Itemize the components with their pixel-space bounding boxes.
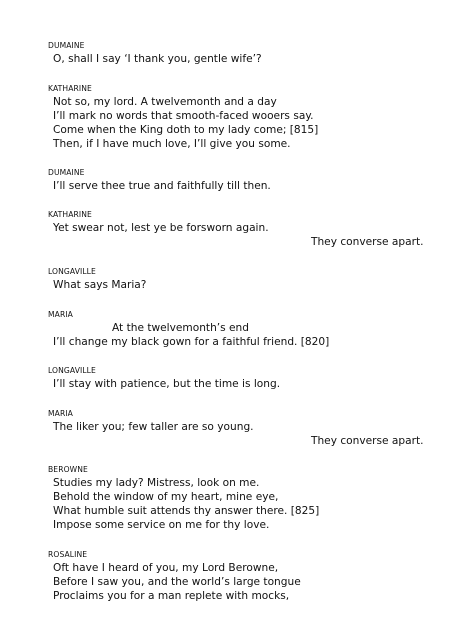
speech-line: I’ll change my black gown for a faithful friend. [820] — [53, 336, 330, 348]
speaker-name: LONGAVILLE — [48, 267, 96, 276]
speaker-name: KATHARINE — [48, 210, 92, 219]
stage-direction: They converse apart. — [311, 236, 424, 248]
speaker-name: ROSALINE — [48, 550, 88, 559]
speech-line: Before I saw you, and the world’s large tongue — [53, 576, 301, 588]
speech-line: O, shall I say ‘I thank you, gentle wife’? — [53, 53, 262, 65]
speech-line: At the twelvemonth’s end — [112, 322, 249, 334]
speech-line: I’ll mark no words that smooth-faced wooers say. — [53, 110, 314, 122]
speech-line: Impose some service on me for thy love. — [53, 519, 270, 531]
speech-line: Not so, my lord. A twelvemonth and a day — [53, 96, 277, 108]
speaker-name: DUMAINE — [48, 41, 85, 50]
speaker-name: KATHARINE — [48, 84, 92, 93]
stage-direction: They converse apart. — [311, 435, 424, 447]
speaker-name: BEROWNE — [48, 465, 88, 474]
speech-line: What humble suit attends thy answer there. [825] — [53, 505, 320, 517]
speech-line: Oft have I heard of you, my Lord Berowne, — [53, 562, 279, 574]
speech-line: Then, if I have much love, I’ll give you some. — [53, 138, 291, 150]
speaker-name: MARIA — [48, 310, 73, 319]
speech-line: Studies my lady? Mistress, look on me. — [53, 477, 260, 489]
speaker-name: LONGAVILLE — [48, 366, 96, 375]
speaker-name: MARIA — [48, 409, 73, 418]
speech-line: Behold the window of my heart, mine eye, — [53, 491, 279, 503]
speech-line: The liker you; few taller are so young. — [53, 421, 254, 433]
speaker-name: DUMAINE — [48, 168, 85, 177]
speech-line: Yet swear not, lest ye be forsworn again. — [53, 222, 269, 234]
speech-line: I’ll serve thee true and faithfully till then. — [53, 180, 271, 192]
speech-line: I’ll stay with patience, but the time is long. — [53, 378, 281, 390]
speech-line: Come when the King doth to my lady come; [815] — [53, 124, 319, 136]
speech-line: What says Maria? — [53, 279, 147, 291]
speech-line: Proclaims you for a man replete with mocks, — [53, 590, 290, 602]
